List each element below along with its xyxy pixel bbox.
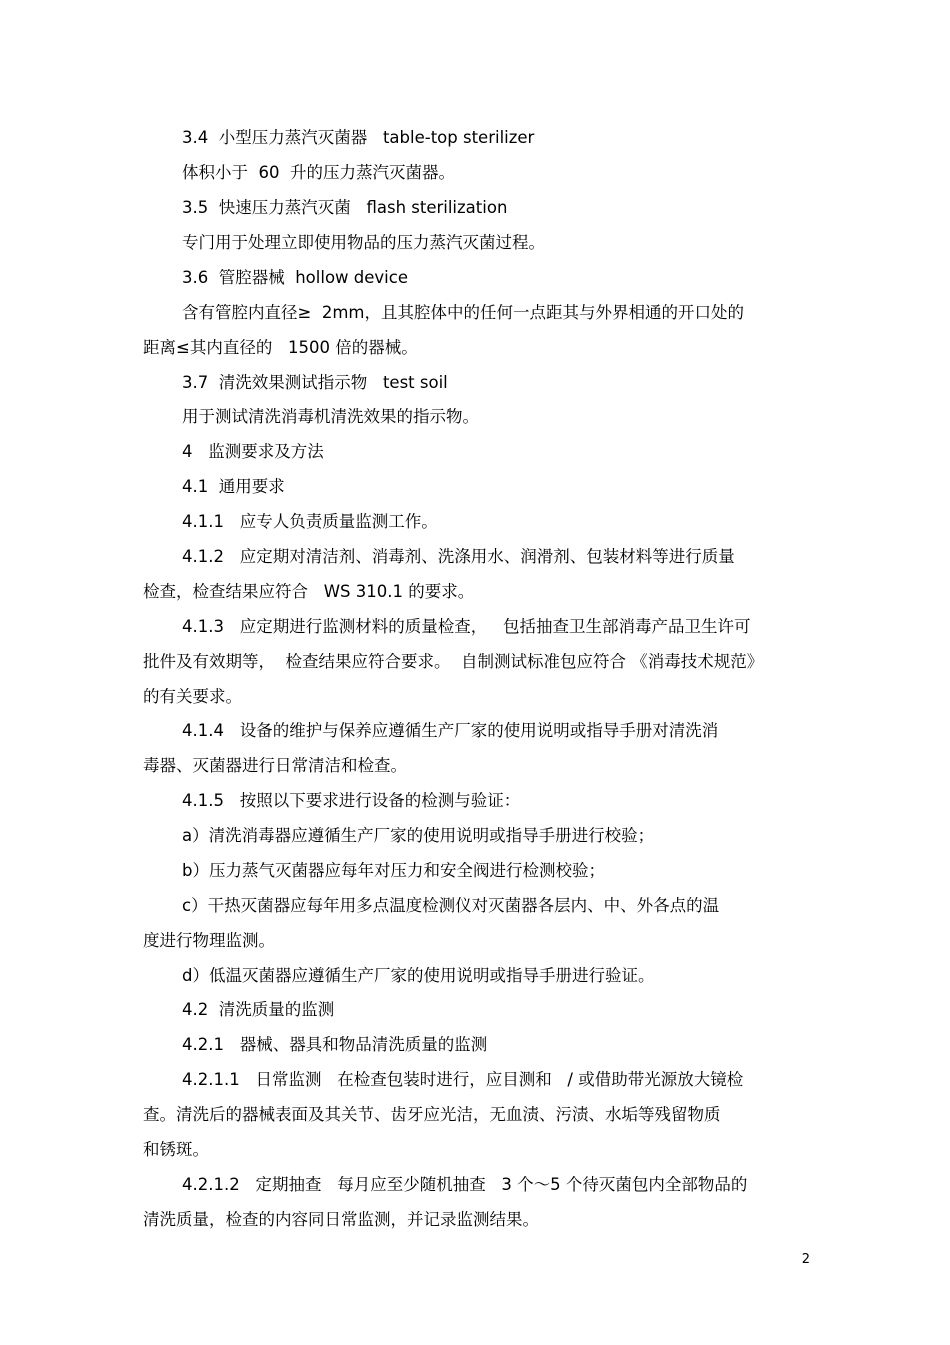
list-item: d）低温灭菌器应遵循生产厂家的使用说明或指导手册进行验证。	[182, 966, 655, 985]
term-heading: 3.7 清洗效果测试指示物 test soil	[182, 373, 448, 392]
list-item: b）压力蒸气灭菌器应每年对压力和安全阀进行检测校验；	[182, 861, 605, 880]
clause-text: 检查，检查结果应符合 WS 310.1 的要求。	[143, 582, 475, 601]
clause-text: 查。清洗后的器械表面及其关节、齿牙应光洁，无血渍、污渍、水垢等残留物质	[143, 1105, 721, 1124]
clause-text: 4.1.5 按照以下要求进行设备的检测与验证：	[182, 791, 521, 810]
clause-text: 4.1.3 应定期进行监测材料的质量检查， 包括抽查卫生部消毒产品卫生许可	[182, 617, 751, 636]
list-item: a）清洗消毒器应遵循生产厂家的使用说明或指导手册进行校验；	[182, 826, 655, 845]
clause-text: 批件及有效期等， 检查结果应符合要求。 自制测试标准包应符合 《消毒技术规范》	[143, 652, 764, 671]
list-item: 度进行物理监测。	[143, 931, 275, 950]
subsection-heading: 4.2 清洗质量的监测	[182, 1000, 335, 1019]
clause-text: 4.1.2 应定期对清洁剂、消毒剂、洗涤用水、润滑剂、包装材料等进行质量	[182, 547, 735, 566]
term-heading: 3.4 小型压力蒸汽灭菌器 table-top sterilizer	[182, 128, 535, 147]
clause-text: 毒器、灭菌器进行日常清洁和检查。	[143, 756, 407, 775]
clause-text: 清洗质量，检查的内容同日常监测，并记录监测结果。	[143, 1210, 539, 1229]
clause-text: 4.2.1.1 日常监测 在检查包装时进行，应目测和 / 或借助带光源放大镜检	[182, 1070, 744, 1089]
clause-text: 和锈斑。	[143, 1140, 209, 1159]
term-definition: 距离≤其内直径的 1500 倍的器械。	[143, 338, 418, 357]
clause-text: 4.1.4 设备的维护与保养应遵循生产厂家的使用说明或指导手册对清洗消	[182, 721, 719, 740]
clause-heading: 4.2.1 器械、器具和物品清洗质量的监测	[182, 1035, 488, 1054]
section-heading: 4 监测要求及方法	[182, 442, 324, 461]
subsection-heading: 4.1 通用要求	[182, 477, 285, 496]
clause-text: 4.1.1 应专人负责质量监测工作。	[182, 512, 438, 531]
term-definition: 体积小于 60 升的压力蒸汽灭菌器。	[182, 163, 455, 182]
term-heading: 3.6 管腔器械 hollow device	[182, 268, 408, 287]
clause-text: 4.2.1.2 定期抽查 每月应至少随机抽查 3 个～5 个待灭菌包内全部物品的	[182, 1175, 748, 1194]
page-number: 2	[801, 1252, 810, 1267]
term-definition: 专门用于处理立即使用物品的压力蒸汽灭菌过程。	[182, 233, 545, 252]
term-definition: 用于测试清洗消毒机清洗效果的指示物。	[182, 407, 479, 426]
clause-text: 的有关要求。	[143, 687, 242, 706]
term-heading: 3.5 快速压力蒸汽灭菌 flash sterilization	[182, 198, 508, 217]
list-item: c）干热灭菌器应每年用多点温度检测仪对灭菌器各层内、中、外各点的温	[182, 896, 720, 915]
term-definition: 含有管腔内直径≥ 2mm，且其腔体中的任何一点距其与外界相通的开口处的	[182, 303, 744, 322]
